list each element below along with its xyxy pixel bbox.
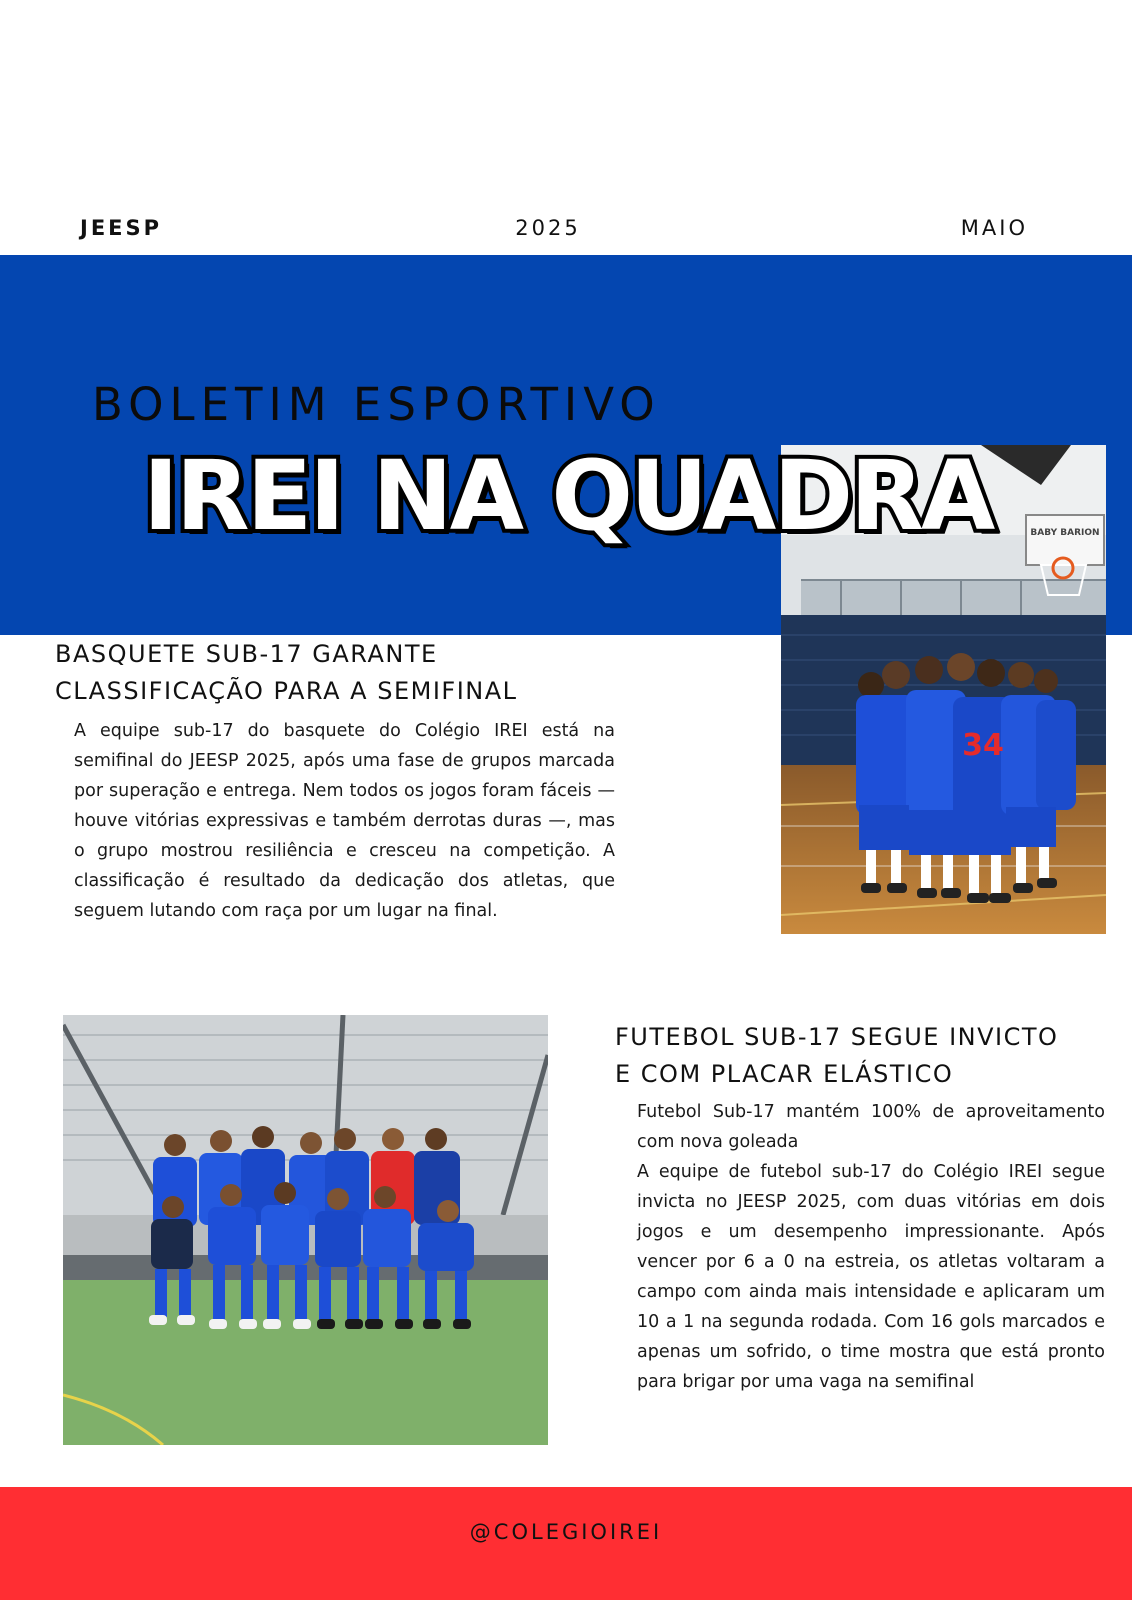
jersey-number: 34 [962,728,1004,763]
year-label: 2025 [515,216,581,240]
headline: IREI NA QUADRA [143,440,993,552]
newsletter-kicker: BOLETIM ESPORTIVO [92,378,661,431]
football-title-line1: FUTEBOL SUB-17 SEGUE INVICTO [615,1023,1059,1051]
basketball-body: A equipe sub-17 do basquete do Colégio IREI está na semifinal do JEESP 2025, após uma fase de grupos marcada por superação e entrega. Nem todos os jogos foram fáceis — houve vitórias expressivas e também derrotas duras —, mas o grupo mostrou resiliência e cresceu na competição. A classificação é resultado da dedicação dos atletas, que seguem lutando com raça por um lugar na final. [74,721,615,921]
event-label: JEESP [80,216,163,240]
month-label: MAIO [960,216,1028,240]
social-handle: @COLEGIOIREI [469,1520,663,1544]
football-title [615,1019,1115,1093]
football-team-photo [63,1015,548,1445]
football-title-line2: E COM PLACAR ELÁSTICO [615,1060,954,1088]
photo-sign-text: BABY BARION [1030,528,1100,538]
top-bar [0,216,1132,246]
basketball-title-line1: BASQUETE SUB-17 GARANTE [55,640,438,668]
basketball-title-line2: CLASSIFICAÇÃO PARA A SEMIFINAL [55,677,518,705]
basketball-article [74,716,615,926]
football-article [637,1097,1105,1397]
football-subtitle: Futebol Sub-17 mantém 100% de aproveitamento com nova goleada [637,1102,1105,1152]
football-body: A equipe de futebol sub-17 do Colégio IREI segue invicta no JEESP 2025, com duas vitórias em dois jogos e um desempenho impressionante. Após vencer por 6 a 0 na estreia, os atletas voltaram a campo com ainda mais intensidade e aplicaram um 10 a 1 na segunda rodada. Com 16 gols marcados e apenas um sofrido, o time mostra que está pronto para brigar por uma vaga na semifinal [637,1162,1105,1392]
basketball-title [55,636,695,710]
